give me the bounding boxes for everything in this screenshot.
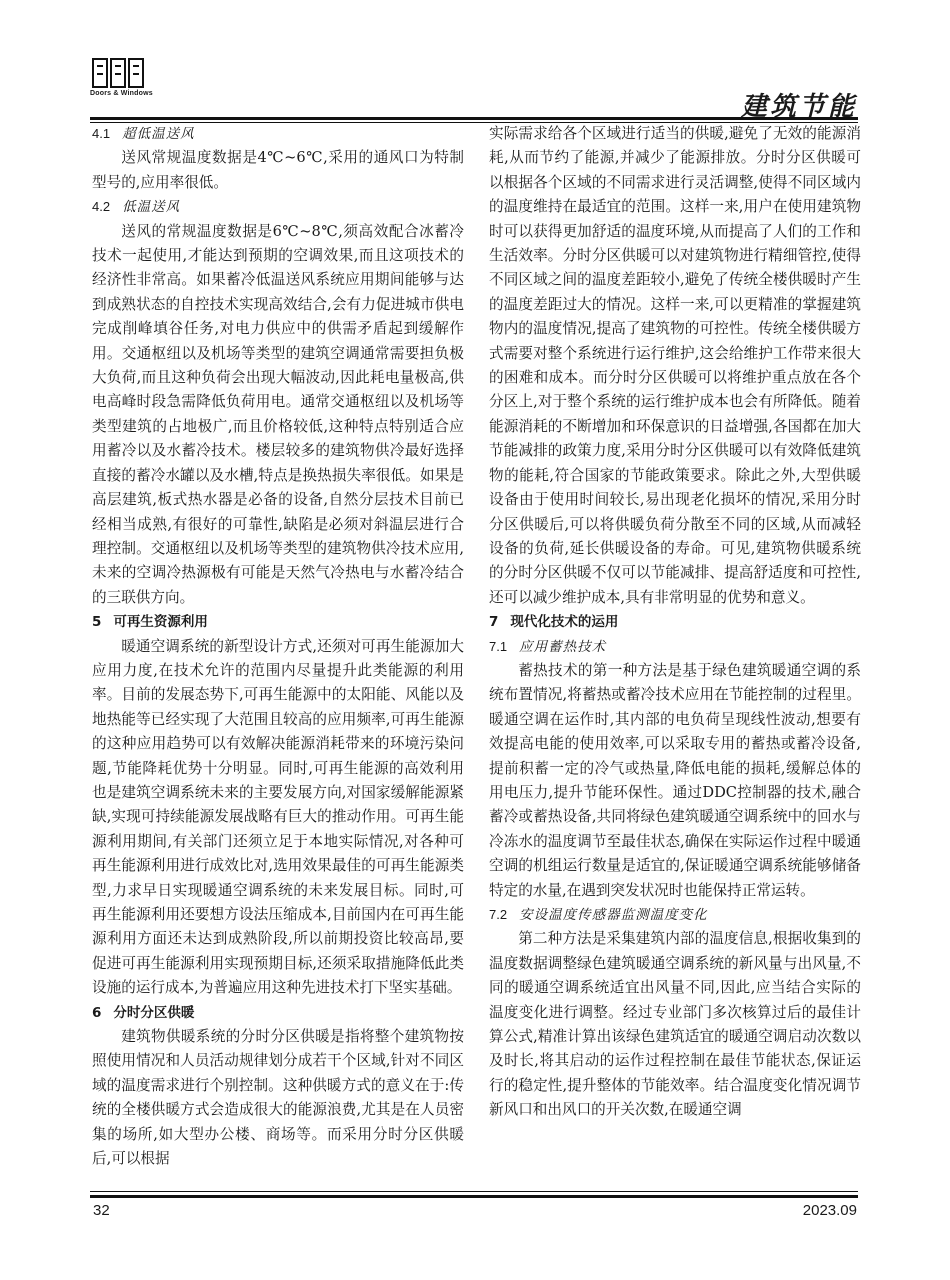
heading-text: 低温送风 [122, 199, 181, 216]
heading-text: 应用蓄热技术 [519, 638, 607, 655]
paragraph-5: 暖通空调系统的新型设计方式,还须对可再生能源加大应用力度,在技术允许的范围内尽量提升此类能源的利用率。目前的发展态势下,可再生能源中的太阳能、风能以及地热能等已经实现了大范围且较高的应用频率,可再生能源的这种应用趋势可以有效解决能源消耗带来的环境污染问题,节能降耗优势十分明显。同时,可再生能源的高效利用也是建筑空调系统未来的主要发展方向,对国家缓解能源紧缺,实现可持续能源发展战略有巨大的推动作用。可再生能源利用期间,有关部门还须立足于本地实际情况,对各种可再生能源利用进行成效比对,选用效果最佳的可再生能源类型,力求早日实现暖通空调系统的未来发展目标。同时,可再生能源利用还要想方设法压缩成本,目前国内在可再生能源利用方面还未达到成熟阶段,所以前期投资比较高昂,要促进可再生能源利用实现预期目标,还须采取措施降低此类设施的运行成本,为普遍应用这种先进技术打下坚实基础。 [92, 637, 464, 997]
heading-number: 4.2 [92, 199, 111, 215]
paragraph-7-2: 第二种方法是采集建筑内部的温度信息,根据收集到的温度数据调整绿色建筑暖通空调系统的新风量与出风量,不同的暖通空调系统适宜出风量不同,因此,应当结合实际的温度变化进行调整。经过专业部门多次核算过后的最佳计算公式,精准计算出该绿色建筑适宜的暖通空调启动次数以及时长,将其启动的运作过程控制在最佳节能状态,保证运行的稳定性,提升整体的节能效率。结合温度变化情况调节新风口和出风口的开关次数,在暖通空调 [489, 930, 861, 1119]
header-rule [90, 117, 858, 120]
section-heading-7 [489, 610, 861, 634]
heading-text: 分时分区供暖 [113, 1004, 195, 1021]
doors-windows-icon [92, 58, 175, 88]
footer-rule [90, 1195, 858, 1198]
heading-number: 7.2 [489, 907, 508, 922]
page-number: 32 [93, 1202, 110, 1219]
footer-rule-thin [90, 1191, 858, 1192]
section-heading-5 [92, 610, 464, 634]
paragraph-4-2: 送风的常规温度数据是6℃~8℃,须高效配合冰蓄冷技术一起使用,才能达到预期的空调效果,而且这项技术的经济性非常高。如果蓄冷低温送风系统应用期间能够与达到成熟状态的自控技术实现高效结合,会有力促进城市供电完成削峰填谷任务,对电力供应中的供需矛盾起到缓解作用。交通枢纽以及机场等类型的建筑空调通常需要担负极大负荷,而且这种负荷会出现大幅波动,因此耗电量极高,供电高峰时段急需降低负荷用电。通常交通枢纽以及机场等类型建筑的占地极广,而且价格较低,这种特点特别适合应用蓄冷以及水蓄冷技术。楼层较多的建筑物供冷最好选择直接的蓄冷水罐以及水槽,特点是换热损失率很低。如果是高层建筑,板式热水器是必备的设备,自然分层技术目前已经相当成熟,有很好的可靠性,缺陷是必须对斜温层进行合理控制。交通枢纽以及机场等类型的建筑物供冷技术应用,未来的空调冷热源极有可能是天然气冷热电与水蓄冷结合的三联供方向。 [92, 222, 464, 606]
subsection-heading-7-1 [489, 635, 861, 659]
subsection-heading-4-2 [92, 195, 464, 219]
section-header-title: 建筑节能 [740, 92, 857, 122]
heading-text: 可再生资源利用 [113, 614, 208, 631]
paragraph-4-1: 送风常规温度数据是4℃~6℃,采用的通风口为特制型号的,应用率很低。 [92, 149, 464, 191]
paragraph-6-continued: 实际需求给各个区域进行适当的供暖,避免了无效的能源消耗,从而节约了能源,并减少了能源排放。分时分区供暖可以根据各个区域的不同需求进行灵活调整,使得不同区域内的温度维持在最适宜的范围。这样一来,用户在使用建筑物时可以获得更加舒适的温度环境,从而提高了人们的工作和生活效率。分时分区供暖可以对建筑物进行精细管控,使得不同区域之间的温度差距较小,避免了传统全楼供暖时产生的温度差距过大的情况。这样一来,可以更精准的掌握建筑物内的温度情况,提高了建筑物的可控性。传统全楼供暖方式需要对整个系统进行运行维护,这会给维护工作带来很大的困难和成本。而分时分区供暖可以将维护重点放在各个分区上,对于整个系统的运行维护成本也会有所降低。随着能源消耗的不断增加和环保意识的日益增强,各国都在加大节能减排的政策力度,采用分时分区供暖可以有效降低建筑物的能耗,符合国家的节能政策要求。除此之外,大型供暖设备由于使用时间较长,易出现老化损坏的情况,采用分时分区供暖后,可以将供暖负荷分散至不同的区域,从而减轻设备的负荷,延长供暖设备的寿命。可见,建筑物供暖系统的分时分区供暖不仅可以节能减排、提高舒适度和可控性,还可以减少维护成本,具有非常明显的优势和意义。 [489, 125, 861, 606]
subsection-heading-7-2 [489, 903, 861, 927]
logo-text: Doors & Windows [90, 90, 153, 97]
section-heading-6 [92, 1001, 464, 1025]
heading-number: 7.1 [489, 638, 508, 654]
heading-text: 安设温度传感器监测温度变化 [519, 907, 708, 923]
heading-number: 6 [92, 1004, 102, 1021]
issue-date: 2023.09 [802, 1202, 857, 1219]
subsection-heading-4-1 [92, 122, 464, 146]
heading-number: 5 [92, 614, 102, 631]
left-column [92, 122, 464, 1171]
heading-text: 超低温送风 [122, 126, 195, 142]
heading-number: 4.1 [92, 126, 111, 141]
heading-text: 现代化技术的运用 [510, 614, 619, 631]
paragraph-7-1: 蓄热技术的第一种方法是基于绿色建筑暖通空调的系统布置情况,将蓄热或蓄冷技术应用在节能控制的过程里。暖通空调在运作时,其内部的电负荷呈现线性波动,想要有效提高电能的使用效率,可以采取专用的蓄热或蓄冷设备,提前积蓄一定的冷气或热量,降低电能的损耗,缓解总体的用电压力,提升节能环保性。通过DDC控制器的技术,融合蓄冷或蓄热设备,共同将绿色建筑暖通空调系统中的回水与冷冻水的温度调节至最佳状态,确保在实际运作过程中暖通空调的机组运行数量是适宜的,保证暖通空调系统能够储备特定的水量,在遇到突发状况时也能保持正常运转。 [489, 661, 861, 899]
heading-number: 7 [489, 614, 499, 631]
paragraph-6: 建筑物供暖系统的分时分区供暖是指将整个建筑物按照使用情况和人员活动规律划分成若干个区域,针对不同区域的温度需求进行个别控制。这种供暖方式的意义在于:传统的全楼供暖方式会造成很大的能源浪费,尤其是在人员密集的场所,如大型办公楼、商场等。而采用分时分区供暖后,可以根据 [92, 1028, 464, 1168]
right-column [489, 122, 861, 1123]
journal-logo [90, 58, 175, 97]
